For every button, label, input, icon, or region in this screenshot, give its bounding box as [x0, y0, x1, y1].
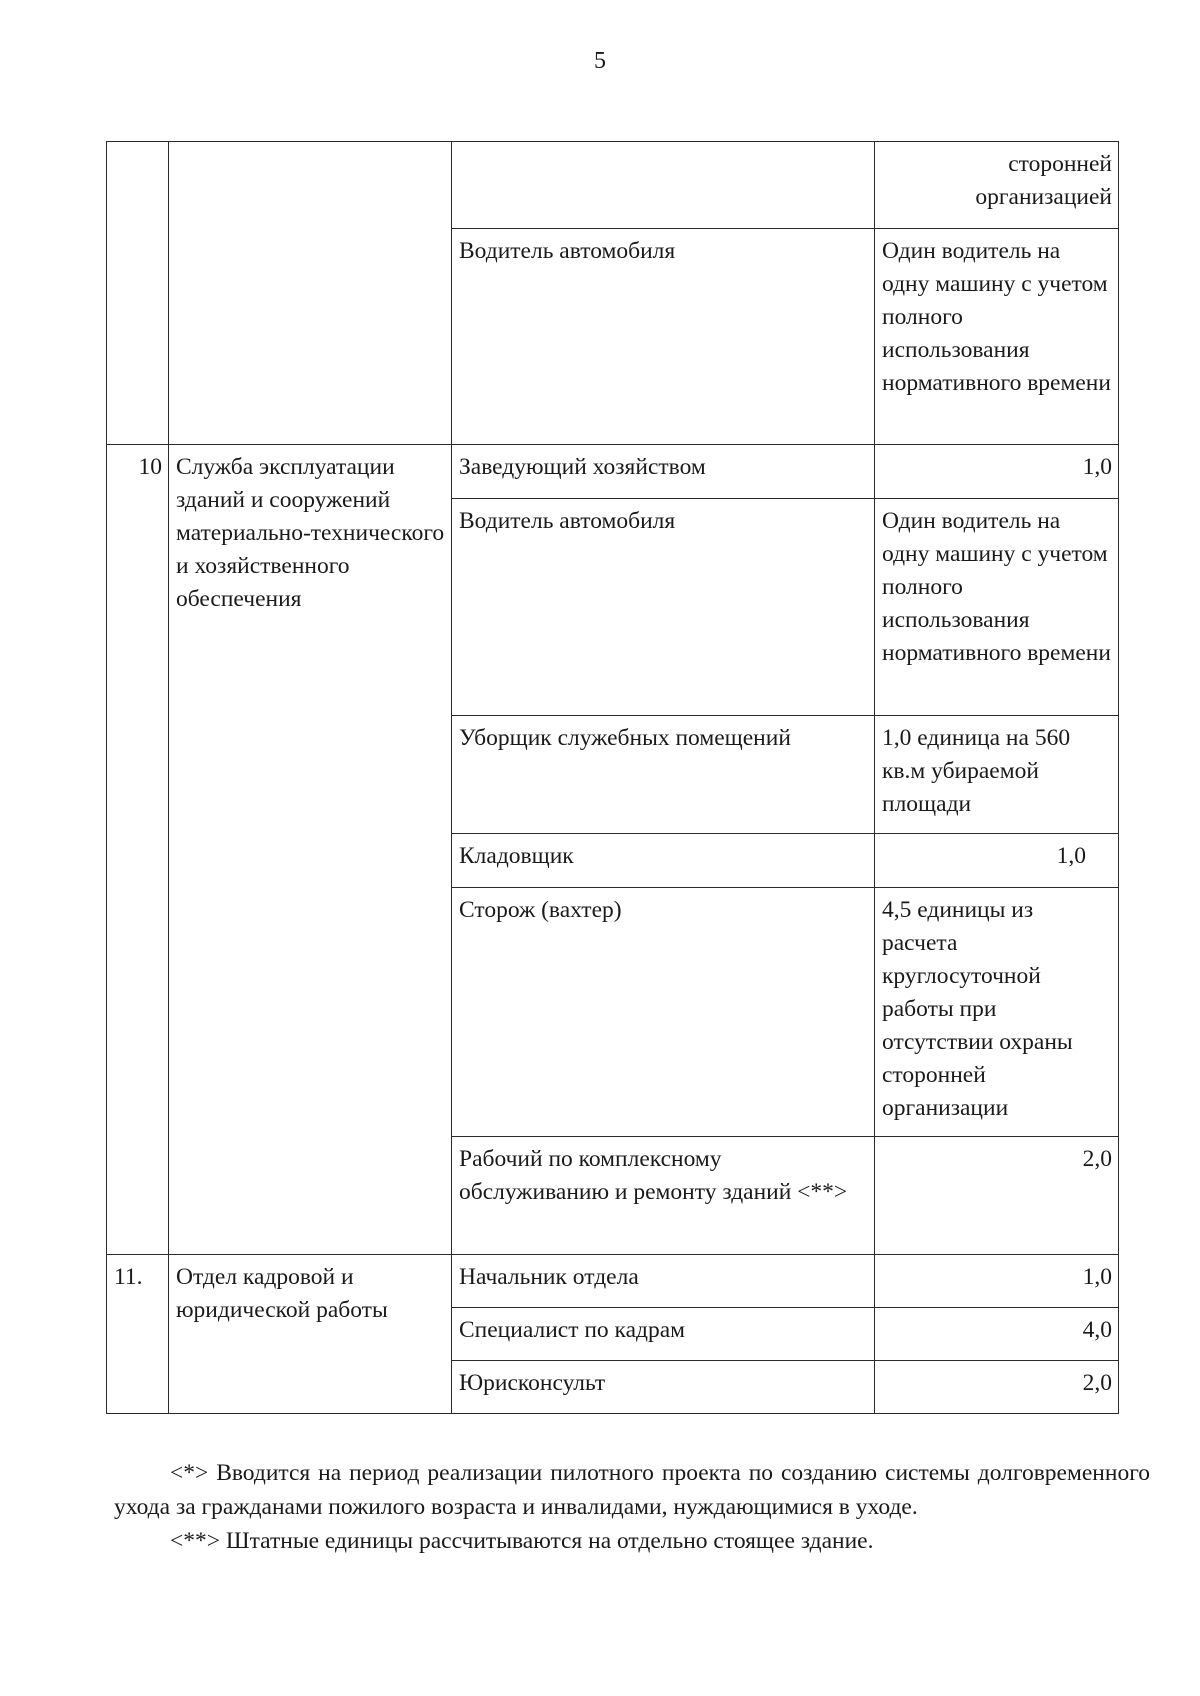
unit-cell [169, 142, 452, 445]
footnote-1: <*> Вводится на период реализации пилотного проекта по созданию системы долговременного ухода за гражданами пожилого возраста и инвалидами, нуждающимися в уходе. [114, 1460, 1150, 1520]
position-cell: Юрисконсульт [452, 1361, 875, 1414]
position-cell: Сторож (вахтер) [452, 888, 875, 1137]
norm-cell: 1,0 [875, 834, 1119, 888]
table-row [107, 445, 1119, 499]
norm-cell: Один водитель на одну машину с учетом полного использования нормативного времени [875, 229, 1119, 445]
table-row [107, 142, 1119, 229]
norm-cell: 2,0 [875, 1361, 1119, 1414]
row-number-cell [107, 142, 169, 445]
row-number-cell: 10 [107, 445, 169, 1255]
row-number-cell: 11. [107, 1255, 169, 1414]
position-cell: Уборщик служебных помещений [452, 716, 875, 834]
norm-cell: 2,0 [875, 1137, 1119, 1255]
unit-cell: Служба эксплуатации зданий и сооружений материально-технического и хозяйственного обеспечения [169, 445, 452, 1255]
footnotes [114, 1456, 1150, 1558]
position-cell: Начальник отдела [452, 1255, 875, 1308]
norm-cell: 1,0 [875, 445, 1119, 499]
table-row [107, 1255, 1119, 1308]
norm-cell: 1,0 [875, 1255, 1119, 1308]
norm-cell: 4,5 единицы из расчета круглосуточной работы при отсутствии охраны сторонней организации [875, 888, 1119, 1137]
page-number: 5 [594, 48, 606, 74]
position-cell [452, 142, 875, 229]
position-cell: Рабочий по комплексному обслуживанию и ремонту зданий <**> [452, 1137, 875, 1255]
norm-cell: 1,0 единица на 560 кв.м убираемой площади [875, 716, 1119, 834]
norm-cell: Один водитель на одну машину с учетом полного использования нормативного времени [875, 499, 1119, 716]
staffing-table [106, 141, 1119, 1414]
position-cell: Водитель автомобиля [452, 229, 875, 445]
norm-cell: сторонней организацией [875, 142, 1119, 229]
position-cell: Водитель автомобиля [452, 499, 875, 716]
position-cell: Кладовщик [452, 834, 875, 888]
position-cell: Специалист по кадрам [452, 1308, 875, 1361]
unit-cell: Отдел кадровой и юридической работы [169, 1255, 452, 1414]
position-cell: Заведующий хозяйством [452, 445, 875, 499]
norm-cell: 4,0 [875, 1308, 1119, 1361]
footnote-2: <**> Штатные единицы рассчитываются на отдельно стоящее здание. [170, 1528, 874, 1554]
